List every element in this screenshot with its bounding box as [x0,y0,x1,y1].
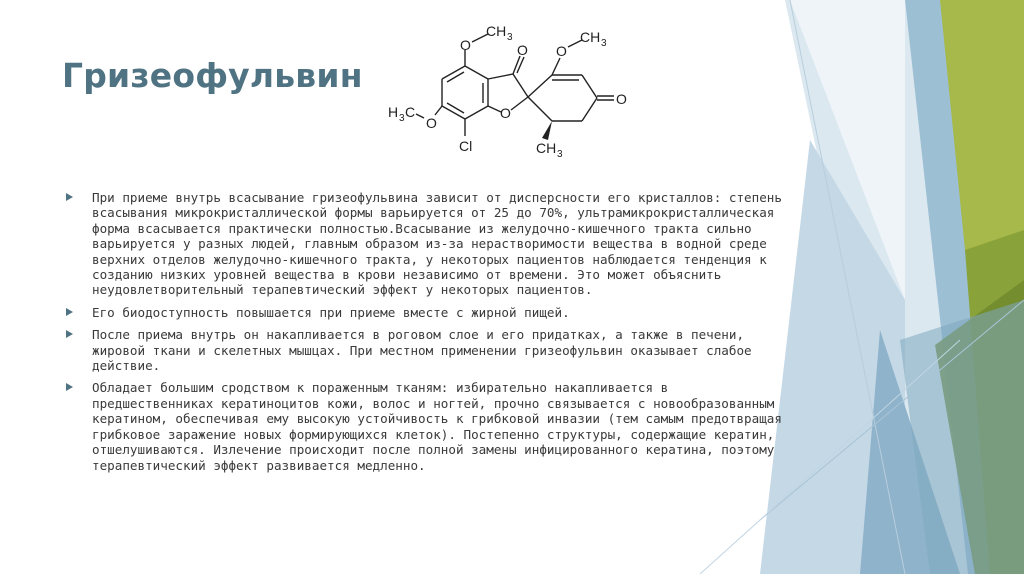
atom-h3c-sub: 3 [399,113,405,124]
bullet-arrow-icon [66,330,73,338]
bullet-list [64,190,784,480]
atom-ch3-top: CH [486,23,507,39]
bullet-absorption [64,190,784,298]
bullet-accumulation [64,327,784,373]
bullet-arrow-icon [66,308,73,316]
atom-o-right-top: O [556,43,567,59]
molecule-labels [388,23,627,160]
bullet-text: Обладает большим сродством к пораженным тканям: избирательно накапливается в предшественниках кератиноцитов кожи, волос и ногтей, прочно связывается с новообразованным кератином, обеспечивая ему высокую устойчивость к грибковой инвазии (тем самым предотвращая грибковое заражение новых формирующихся клеток). Постепенно структуры, содержащие кератин, отшелушиваются. Излечение происходит после полной замены инфицированного кератина, поэтому терапевтический эффект развивается медленно. [92,380,782,473]
atom-h3c-c: C [405,104,416,120]
bullet-arrow-icon [66,383,73,391]
bullet-text: После приема внутрь он накапливается в роговом слое и его придатках, а также в печени, жировой ткани и скелетных мышцах. При местном применении гризеофульвин оказывает слабое действие. [92,327,752,374]
atom-o-ring: O [500,105,511,121]
atom-o-keto1: O [517,42,528,58]
slide-title: Гризеофульвин [62,56,363,95]
atom-o-left: O [426,115,437,131]
bullet-text: Его биодоступность повышается при приеме вместе с жирной пищей. [92,304,570,320]
atom-ch3-top-sub: 3 [507,32,513,43]
atom-cl: Cl [459,138,473,154]
bullet-arrow-icon [66,193,73,201]
bullet-keratin-affinity [64,380,784,472]
atom-o-top: O [460,37,471,53]
molecule-bonds [416,34,614,140]
atom-h3c-h: H [388,104,399,120]
bullet-text: При приеме внутрь всасывание гризеофульвина зависит от дисперсности его кристаллов: степень всасывания микрокристаллической формы варьируется от 25 до 70%, ультрамикрокристаллическая форма всасывается практически полностью.Всасывание из желудочно-кишечного тракта сильно варьируется у разных людей, главным образом из-за нерастворимости вещества в водной среде верхних отделов желудочно-кишечного тракта, у некоторых пациентов наблюдается тенденция к созданию низких уровней вещества в крови независимо от времени. Это может объяснить неудовлетворительный терапевтический эффект у некоторых пациентов. [92,190,782,298]
bullet-bioavailability [64,305,784,320]
atom-ch3-bottom: CH [536,140,557,156]
griseofulvin-structure-diagram [380,14,660,164]
atom-ch3-bottom-sub: 3 [557,149,563,160]
atom-ch3-right-top: CH [580,29,601,45]
atom-ch3-right-top-sub: 3 [601,38,607,49]
atom-o-keto2: O [616,91,627,107]
